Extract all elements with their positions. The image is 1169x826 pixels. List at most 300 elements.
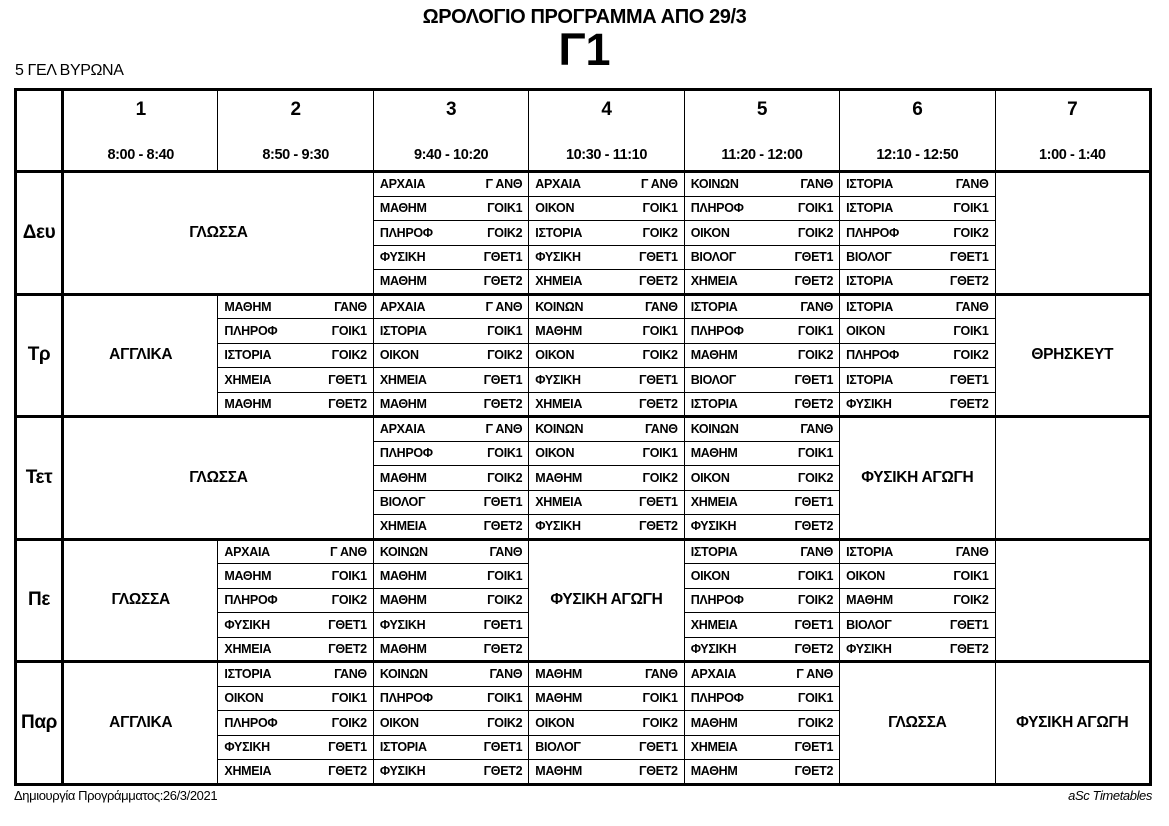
lesson-subject: ΜΑΘΗΜ bbox=[690, 446, 738, 461]
lesson bbox=[374, 569, 528, 583]
lesson-cell bbox=[684, 368, 839, 393]
lesson-group: ΓΟΙΚ2 bbox=[487, 348, 523, 363]
period-time: 11:20 - 12:00 bbox=[721, 146, 803, 163]
lesson-cell-merged: ΦΥΣΙΚΗ ΑΓΩΓΗ bbox=[840, 417, 995, 540]
lesson-group: ΓΟΙΚ2 bbox=[642, 225, 678, 240]
lesson-subject: ΦΥΣΙΚΗ bbox=[535, 250, 581, 265]
lesson-subject: ΚΟΙΝΩΝ bbox=[690, 422, 739, 437]
lesson-subject: ΧΗΜΕΙΑ bbox=[535, 274, 583, 289]
lesson bbox=[374, 300, 528, 314]
lesson-subject: ΠΛΗΡΟΦ bbox=[690, 323, 744, 338]
lesson-cell bbox=[684, 441, 839, 466]
lesson-cell bbox=[840, 637, 995, 662]
period-time: 8:00 - 8:40 bbox=[107, 146, 174, 163]
lesson-group: ΓΘΕΤ1 bbox=[483, 617, 523, 632]
lesson-group: ΓΘΕΤ1 bbox=[794, 495, 834, 510]
lesson-subject: ΦΥΣΙΚΗ bbox=[535, 372, 581, 387]
lesson-cell bbox=[684, 343, 839, 368]
lesson-group: ΓΑΝΘ bbox=[955, 544, 989, 559]
lesson-group: ΓΘΕΤ1 bbox=[949, 372, 989, 387]
lesson-subject: ΧΗΜΕΙΑ bbox=[535, 495, 583, 510]
lesson-cell bbox=[840, 392, 995, 417]
lesson-cell bbox=[218, 662, 373, 687]
lesson-group: Γ ΑΝΘ bbox=[485, 422, 523, 437]
lesson-subject: ΟΙΚΟΝ bbox=[535, 348, 575, 363]
period-header-6 bbox=[840, 90, 995, 172]
lesson-subject: ΠΛΗΡΟΦ bbox=[379, 225, 433, 240]
lesson-subject: ΒΙΟΛΟΓ bbox=[846, 250, 892, 265]
lesson bbox=[685, 177, 839, 191]
corner-cell bbox=[16, 90, 63, 172]
lesson-cell bbox=[218, 637, 373, 662]
lesson-subject: ΜΑΘΗΜ bbox=[379, 568, 427, 583]
lesson-cell-merged: ΦΥΣΙΚΗ ΑΓΩΓΗ bbox=[529, 539, 684, 662]
lesson-cell bbox=[840, 172, 995, 197]
lesson bbox=[218, 569, 372, 583]
lesson bbox=[374, 177, 528, 191]
lesson-subject: ΟΙΚΟΝ bbox=[690, 225, 730, 240]
lesson-subject: ΟΙΚΟΝ bbox=[379, 348, 419, 363]
period-number: 1 bbox=[135, 98, 146, 120]
lesson bbox=[529, 764, 683, 778]
lesson-cell bbox=[840, 270, 995, 295]
lesson-subject: ΙΣΤΟΡΙΑ bbox=[846, 299, 893, 314]
lesson-group: ΓΟΙΚ1 bbox=[797, 446, 834, 461]
lesson-cell bbox=[373, 490, 528, 515]
lesson-group: ΓΑΝΘ bbox=[489, 544, 523, 559]
lesson-group: ΓΟΙΚ1 bbox=[487, 691, 523, 706]
lesson bbox=[529, 226, 683, 240]
lesson bbox=[840, 593, 994, 607]
day-label-2: Τετ bbox=[16, 417, 63, 540]
lesson-cell bbox=[684, 760, 839, 785]
lesson-group: ΓΟΙΚ2 bbox=[953, 593, 989, 608]
lesson-group: ΓΟΙΚ2 bbox=[487, 225, 523, 240]
period-number: 2 bbox=[290, 98, 301, 120]
lesson-subject: ΚΟΙΝΩΝ bbox=[535, 422, 584, 437]
lesson bbox=[529, 348, 683, 362]
empty-cell bbox=[995, 172, 1150, 295]
lesson-subject: ΦΥΣΙΚΗ bbox=[379, 250, 426, 265]
lesson-subject: ΠΛΗΡΟΦ bbox=[224, 593, 278, 608]
lesson bbox=[374, 422, 528, 436]
lesson-group: ΓΘΕΤ1 bbox=[328, 372, 367, 387]
lesson bbox=[374, 716, 528, 730]
lesson-group: ΓΘΕΤ2 bbox=[794, 764, 834, 779]
lesson bbox=[529, 446, 683, 460]
lesson-group: ΓΘΕΤ2 bbox=[639, 764, 678, 779]
lesson bbox=[374, 373, 528, 387]
lesson-subject: ΦΥΣΙΚΗ bbox=[224, 617, 270, 632]
lesson-group: ΓΘΕΤ2 bbox=[949, 274, 989, 289]
lesson-cell bbox=[529, 441, 684, 466]
lesson-group: ΓΟΙΚ2 bbox=[642, 715, 678, 730]
lesson bbox=[218, 764, 372, 778]
lesson-cell-merged: ΦΥΣΙΚΗ ΑΓΩΓΗ bbox=[995, 662, 1150, 785]
lesson-group: ΓΟΙΚ1 bbox=[487, 446, 523, 461]
day-row-4-sub-0 bbox=[16, 662, 1151, 687]
lesson bbox=[685, 201, 839, 215]
lesson-subject: ΜΑΘΗΜ bbox=[224, 396, 272, 411]
lesson-subject: ΙΣΤΟΡΙΑ bbox=[379, 323, 427, 338]
lesson-cell bbox=[373, 735, 528, 760]
lesson-cell bbox=[373, 392, 528, 417]
lesson-cell bbox=[373, 441, 528, 466]
lesson-group: ΓΑΝΘ bbox=[800, 422, 834, 437]
lesson-subject: ΜΑΘΗΜ bbox=[379, 641, 427, 656]
lesson bbox=[374, 226, 528, 240]
lesson-cell-merged: ΘΡΗΣΚΕΥΤ bbox=[995, 294, 1150, 417]
lesson-group: ΓΟΙΚ1 bbox=[487, 323, 523, 338]
lesson-subject: ΙΣΤΟΡΙΑ bbox=[379, 740, 427, 755]
lesson-cell bbox=[373, 196, 528, 221]
lesson bbox=[218, 716, 372, 730]
lesson bbox=[685, 569, 839, 583]
lesson-group: ΓΟΙΚ2 bbox=[797, 470, 834, 485]
lesson-group: ΓΟΙΚ2 bbox=[642, 348, 678, 363]
lesson bbox=[218, 324, 372, 338]
lesson bbox=[840, 348, 994, 362]
lesson-group: Γ ΑΝΘ bbox=[796, 667, 834, 682]
lesson-group: ΓΟΙΚ1 bbox=[487, 568, 523, 583]
lesson-cell bbox=[373, 711, 528, 736]
lesson-cell bbox=[529, 172, 684, 197]
lesson bbox=[374, 519, 528, 533]
lesson-group: ΓΟΙΚ1 bbox=[642, 201, 678, 216]
timetable-body bbox=[16, 172, 1151, 785]
lesson-cell bbox=[218, 588, 373, 613]
lesson-cell bbox=[840, 294, 995, 319]
lesson-cell bbox=[373, 368, 528, 393]
lesson-cell bbox=[684, 490, 839, 515]
lesson-cell bbox=[840, 319, 995, 344]
lesson-group: ΓΘΕΤ1 bbox=[639, 740, 678, 755]
lesson bbox=[529, 495, 683, 509]
lesson-group: ΓΘΕΤ1 bbox=[483, 372, 523, 387]
school-name: 5 ΓΕΛ ΒΥΡΩΝΑ bbox=[15, 62, 124, 79]
lesson-group: ΓΟΙΚ2 bbox=[797, 225, 834, 240]
lesson bbox=[374, 667, 528, 681]
lesson bbox=[685, 545, 839, 559]
period-header-content bbox=[64, 92, 217, 170]
lesson-cell bbox=[373, 637, 528, 662]
period-time: 12:10 - 12:50 bbox=[876, 146, 959, 163]
lesson-group: ΓΟΙΚ1 bbox=[642, 323, 678, 338]
lesson-cell bbox=[218, 368, 373, 393]
lesson-cell bbox=[373, 245, 528, 270]
lesson bbox=[685, 667, 839, 681]
lesson-subject: ΧΗΜΕΙΑ bbox=[690, 495, 738, 510]
lesson bbox=[529, 740, 683, 754]
lesson-subject: ΙΣΤΟΡΙΑ bbox=[690, 544, 738, 559]
empty-cell bbox=[995, 539, 1150, 662]
period-number: 7 bbox=[1067, 98, 1078, 120]
lesson-cell bbox=[529, 196, 684, 221]
footer-brand-text: aSc Timetables bbox=[1068, 788, 1152, 803]
lesson bbox=[529, 324, 683, 338]
lesson-cell bbox=[529, 270, 684, 295]
lesson-subject: ΜΑΘΗΜ bbox=[379, 201, 427, 216]
lesson bbox=[840, 201, 994, 215]
lesson-subject: ΠΛΗΡΟΦ bbox=[846, 225, 900, 240]
period-time: 9:40 - 10:20 bbox=[413, 146, 489, 163]
lesson-group: ΓΘΕΤ2 bbox=[483, 274, 523, 289]
lesson-cell bbox=[218, 564, 373, 589]
lesson-subject: ΦΥΣΙΚΗ bbox=[224, 740, 270, 755]
lesson bbox=[529, 716, 683, 730]
lesson-group: ΓΟΙΚ1 bbox=[797, 201, 834, 216]
lesson-group: ΓΘΕΤ2 bbox=[949, 396, 989, 411]
lesson-subject: ΟΙΚΟΝ bbox=[535, 201, 575, 216]
lesson-cell bbox=[684, 196, 839, 221]
lesson-subject: ΒΙΟΛΟΓ bbox=[535, 740, 581, 755]
lesson bbox=[374, 201, 528, 215]
lesson-subject: ΙΣΤΟΡΙΑ bbox=[846, 274, 893, 289]
period-header-content bbox=[840, 92, 994, 170]
lesson-group: ΓΘΕΤ1 bbox=[483, 495, 523, 510]
lesson-group: ΓΟΙΚ2 bbox=[642, 470, 678, 485]
lesson bbox=[529, 250, 683, 264]
lesson-subject: ΟΙΚΟΝ bbox=[690, 470, 730, 485]
period-header-content bbox=[685, 92, 839, 170]
lesson-subject: ΦΥΣΙΚΗ bbox=[846, 396, 892, 411]
lesson bbox=[218, 667, 372, 681]
lesson-cell bbox=[529, 760, 684, 785]
lesson bbox=[685, 324, 839, 338]
lesson-subject: ΙΣΤΟΡΙΑ bbox=[690, 299, 738, 314]
lesson-cell bbox=[373, 221, 528, 246]
lesson-cell bbox=[684, 515, 839, 540]
lesson-group: ΓΘΕΤ1 bbox=[794, 372, 834, 387]
lesson bbox=[529, 177, 683, 191]
lesson-group: ΓΟΙΚ1 bbox=[797, 323, 834, 338]
lesson-group: ΓΑΝΘ bbox=[800, 299, 834, 314]
period-header-1 bbox=[63, 90, 218, 172]
lesson-cell bbox=[684, 564, 839, 589]
lesson-cell bbox=[373, 466, 528, 491]
period-number: 4 bbox=[601, 98, 612, 120]
lesson-subject: ΚΟΙΝΩΝ bbox=[535, 299, 584, 314]
lesson-group: ΓΟΙΚ1 bbox=[797, 691, 834, 706]
footer bbox=[14, 788, 1152, 803]
lesson-subject: ΧΗΜΕΙΑ bbox=[535, 396, 583, 411]
lesson-cell bbox=[373, 539, 528, 564]
lesson-subject: ΜΑΘΗΜ bbox=[535, 323, 583, 338]
lesson bbox=[840, 324, 994, 338]
lesson-cell bbox=[529, 735, 684, 760]
lesson-group: ΓΟΙΚ1 bbox=[953, 323, 989, 338]
lesson-group: ΓΘΕΤ2 bbox=[483, 764, 523, 779]
lesson-subject: ΧΗΜΕΙΑ bbox=[690, 274, 738, 289]
lesson-cell bbox=[373, 686, 528, 711]
lesson bbox=[218, 397, 372, 411]
lesson-group: Γ ΑΝΘ bbox=[485, 177, 523, 192]
lesson bbox=[529, 397, 683, 411]
lesson bbox=[218, 373, 372, 387]
lesson-group: ΓΑΝΘ bbox=[800, 177, 834, 192]
period-header-content bbox=[374, 92, 528, 170]
lesson-subject: ΠΛΗΡΟΦ bbox=[224, 323, 278, 338]
lesson bbox=[374, 397, 528, 411]
lesson bbox=[218, 618, 372, 632]
lesson bbox=[685, 226, 839, 240]
lesson-subject: ΒΙΟΛΟΓ bbox=[846, 617, 892, 632]
lesson-cell bbox=[218, 735, 373, 760]
lesson-subject: ΧΗΜΕΙΑ bbox=[379, 372, 427, 387]
lesson-cell bbox=[218, 711, 373, 736]
lesson-group: ΓΑΝΘ bbox=[800, 544, 834, 559]
lesson-subject: ΙΣΤΟΡΙΑ bbox=[846, 201, 893, 216]
day-label-0: Δευ bbox=[16, 172, 63, 295]
period-number: 5 bbox=[756, 98, 767, 120]
lesson-subject: ΙΣΤΟΡΙΑ bbox=[846, 177, 893, 192]
lesson-cell bbox=[218, 392, 373, 417]
lesson bbox=[685, 250, 839, 264]
lesson-cell bbox=[373, 564, 528, 589]
period-time: 1:00 - 1:40 bbox=[1039, 146, 1106, 163]
lesson bbox=[840, 177, 994, 191]
lesson-cell bbox=[840, 564, 995, 589]
lesson-cell-merged: ΓΛΩΣΣΑ bbox=[840, 662, 995, 785]
lesson bbox=[529, 201, 683, 215]
lesson-group: ΓΟΙΚ2 bbox=[331, 593, 367, 608]
lesson-group: ΓΑΝΘ bbox=[334, 299, 367, 314]
lesson bbox=[529, 667, 683, 681]
lesson-subject: ΒΙΟΛΟΓ bbox=[690, 250, 737, 265]
lesson-group: ΓΘΕΤ1 bbox=[949, 250, 989, 265]
lesson-cell bbox=[529, 490, 684, 515]
lesson-cell bbox=[373, 319, 528, 344]
lesson bbox=[685, 519, 839, 533]
lesson-subject: ΠΛΗΡΟΦ bbox=[846, 348, 900, 363]
lesson-subject: ΟΙΚΟΝ bbox=[535, 446, 575, 461]
lesson bbox=[685, 373, 839, 387]
lesson-cell bbox=[218, 760, 373, 785]
lesson-cell bbox=[684, 637, 839, 662]
lesson bbox=[218, 348, 372, 362]
lesson-subject: ΟΙΚΟΝ bbox=[224, 691, 264, 706]
lesson-cell bbox=[373, 515, 528, 540]
lesson-cell bbox=[840, 196, 995, 221]
lesson-cell bbox=[218, 613, 373, 638]
lesson-subject: ΜΑΘΗΜ bbox=[379, 396, 427, 411]
lesson-cell-merged: ΑΓΓΛΙΚΑ bbox=[63, 662, 218, 785]
lesson-subject: ΦΥΣΙΚΗ bbox=[535, 519, 581, 534]
lesson-cell bbox=[218, 319, 373, 344]
lesson-group: ΓΟΙΚ1 bbox=[331, 568, 367, 583]
lesson bbox=[685, 716, 839, 730]
lesson-group: ΓΘΕΤ2 bbox=[483, 519, 523, 534]
day-row-2-sub-0 bbox=[16, 417, 1151, 442]
lesson-subject: ΙΣΤΟΡΙΑ bbox=[535, 225, 583, 240]
lesson-subject: ΜΑΘΗΜ bbox=[379, 470, 427, 485]
lesson bbox=[840, 642, 994, 656]
lesson bbox=[374, 691, 528, 705]
lesson-group: ΓΟΙΚ1 bbox=[487, 201, 523, 216]
lesson bbox=[218, 740, 372, 754]
lesson bbox=[840, 250, 994, 264]
lesson-cell bbox=[684, 417, 839, 442]
lesson-group: ΓΘΕΤ2 bbox=[328, 764, 367, 779]
lesson-group: ΓΘΕΤ2 bbox=[639, 274, 678, 289]
lesson-cell bbox=[529, 417, 684, 442]
lesson bbox=[685, 691, 839, 705]
lesson-cell-merged: ΓΛΩΣΣΑ bbox=[63, 417, 374, 540]
lesson-subject: ΜΑΘΗΜ bbox=[379, 593, 427, 608]
lesson-cell bbox=[840, 245, 995, 270]
lesson-group: ΓΟΙΚ2 bbox=[331, 348, 367, 363]
lesson-subject: ΚΟΙΝΩΝ bbox=[379, 544, 428, 559]
lesson-group: ΓΟΙΚ2 bbox=[797, 593, 834, 608]
period-number: 3 bbox=[445, 98, 457, 120]
lesson-group: ΓΟΙΚ2 bbox=[487, 715, 523, 730]
lesson bbox=[529, 519, 683, 533]
lesson bbox=[685, 422, 839, 436]
lesson-cell-merged: ΓΛΩΣΣΑ bbox=[63, 172, 374, 295]
lesson bbox=[685, 471, 839, 485]
lesson-group: ΓΘΕΤ2 bbox=[639, 519, 678, 534]
lesson bbox=[840, 545, 994, 559]
lesson-subject: ΟΙΚΟΝ bbox=[535, 715, 575, 730]
lesson-group: ΓΘΕΤ1 bbox=[639, 372, 678, 387]
lesson-group: ΓΘΕΤ1 bbox=[639, 250, 678, 265]
lesson-group: ΓΘΕΤ1 bbox=[639, 495, 678, 510]
lesson-subject: ΦΥΣΙΚΗ bbox=[379, 764, 426, 779]
lesson-group: ΓΑΝΘ bbox=[644, 299, 678, 314]
lesson-group: ΓΑΝΘ bbox=[644, 422, 678, 437]
lesson-group: ΓΘΕΤ2 bbox=[949, 641, 989, 656]
lesson-group: ΓΟΙΚ2 bbox=[953, 225, 989, 240]
lesson-cell bbox=[529, 686, 684, 711]
lesson-subject: ΦΥΣΙΚΗ bbox=[690, 641, 737, 656]
lesson-group: ΓΘΕΤ1 bbox=[328, 617, 367, 632]
lesson bbox=[374, 545, 528, 559]
lesson-subject: ΑΡΧΑΙΑ bbox=[379, 177, 426, 192]
lesson-subject: ΠΛΗΡΟΦ bbox=[690, 691, 744, 706]
lesson-group: ΓΟΙΚ1 bbox=[953, 568, 989, 583]
lesson-subject: ΜΑΘΗΜ bbox=[690, 348, 738, 363]
day-label-1: Τρ bbox=[16, 294, 63, 417]
lesson-cell bbox=[373, 294, 528, 319]
lesson-subject: ΧΗΜΕΙΑ bbox=[690, 740, 738, 755]
lesson-cell bbox=[529, 294, 684, 319]
lesson-subject: ΙΣΤΟΡΙΑ bbox=[224, 667, 272, 682]
lesson-cell bbox=[840, 368, 995, 393]
lesson-cell bbox=[840, 343, 995, 368]
day-label-3: Πε bbox=[16, 539, 63, 662]
period-header-4 bbox=[529, 90, 684, 172]
lesson bbox=[374, 764, 528, 778]
footer-created-text: Δημιουργία Προγράμματος:26/3/2021 bbox=[14, 788, 218, 803]
period-header-7 bbox=[995, 90, 1150, 172]
lesson-subject: ΜΑΘΗΜ bbox=[535, 667, 583, 682]
lesson-cell bbox=[840, 221, 995, 246]
lesson-subject: ΠΛΗΡΟΦ bbox=[379, 691, 433, 706]
lesson bbox=[374, 348, 528, 362]
lesson-group: ΓΘΕΤ1 bbox=[794, 250, 834, 265]
lesson-cell bbox=[684, 662, 839, 687]
lesson-cell bbox=[684, 466, 839, 491]
lesson bbox=[218, 300, 372, 314]
lesson-group: ΓΟΙΚ1 bbox=[642, 691, 678, 706]
lesson-group: ΓΘΕΤ2 bbox=[639, 396, 678, 411]
lesson bbox=[685, 495, 839, 509]
lesson-group: ΓΟΙΚ2 bbox=[797, 715, 834, 730]
lesson bbox=[685, 300, 839, 314]
lesson-subject: ΧΗΜΕΙΑ bbox=[224, 641, 272, 656]
lesson-group: ΓΘΕΤ2 bbox=[483, 641, 523, 656]
lesson-group: ΓΘΕΤ2 bbox=[794, 274, 834, 289]
